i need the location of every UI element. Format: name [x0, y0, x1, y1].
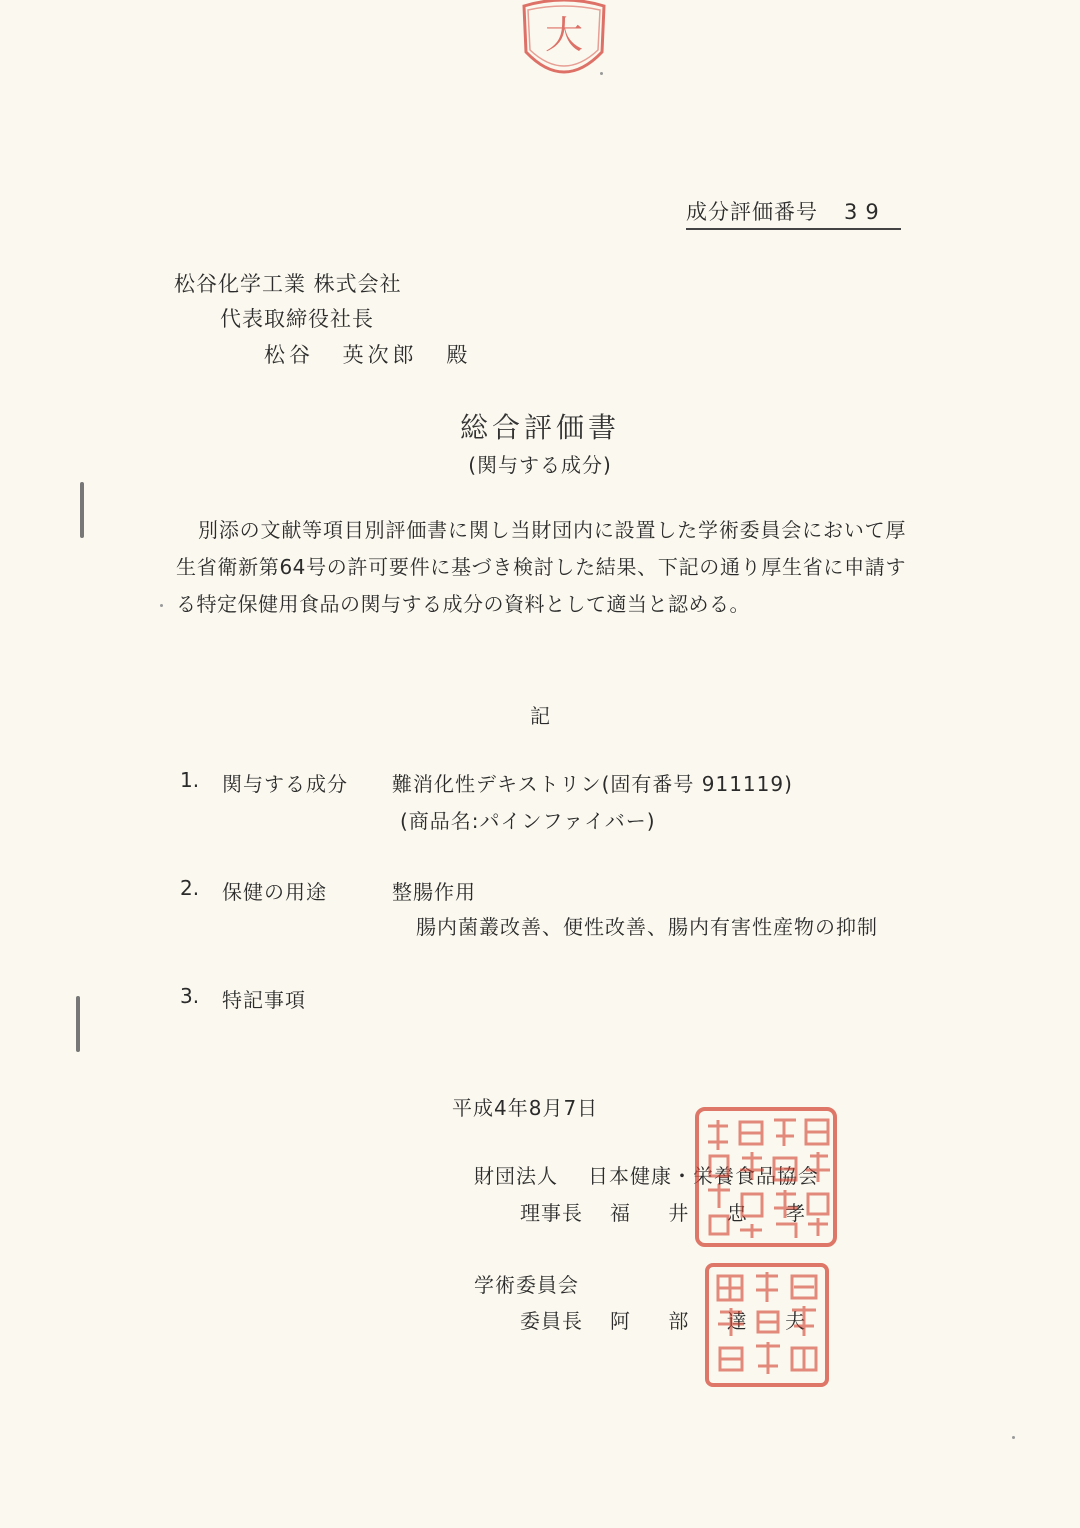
item-number: 2.: [180, 876, 200, 900]
document-title: 総合評価書: [459, 411, 620, 444]
addressee-position: 代表取締役社長: [220, 307, 374, 331]
association-seal: [694, 1106, 838, 1248]
speck: [600, 72, 603, 75]
speck: [1012, 1436, 1015, 1439]
reference-label: 成分評価番号: [686, 200, 818, 224]
item-sub: 腸内菌叢改善、便性改善、腸内有害性産物の抑制: [416, 915, 878, 939]
issue-date: 平成4年8月7日: [452, 1096, 599, 1120]
item-value: 難消化性デキストリン(固有番号 911119): [392, 772, 793, 796]
item-sub: (商品名:パインファイバー): [400, 809, 656, 833]
item-label: 特記事項: [222, 988, 306, 1012]
signatory1-org-type: 財団法人: [474, 1164, 558, 1188]
binder-mark-top: [80, 482, 84, 538]
item-number: 3.: [180, 984, 200, 1008]
committee-seal: [704, 1262, 830, 1388]
addressee-company: 松谷化学工業 株式会社: [174, 272, 402, 296]
ki-heading: 記: [530, 704, 550, 728]
item-value: 整腸作用: [392, 880, 476, 904]
top-stamp: [518, 0, 610, 78]
body-paragraph: 別添の文献等項目別評価書に関し当財団内に設置した学術委員会において厚生省衛新第64号の許可要件に基づき検討した結果、下記の通り厚生省に申請する特定保健用食品の関与する成分の資料として適当と認める。: [176, 518, 906, 616]
signatory2-org: 学術委員会: [474, 1273, 579, 1297]
signatory1-name: 福 井 忠 孝: [610, 1201, 808, 1225]
signatory2-name: 阿 部 達 夫: [610, 1309, 808, 1333]
item-label: 保健の用途: [222, 880, 327, 904]
speck: [160, 604, 163, 607]
signatory2-role: 委員長: [520, 1309, 583, 1333]
addressee-name: 松谷 英次郎 殿: [264, 343, 472, 367]
reference-number: [686, 196, 901, 230]
item-number: 1.: [180, 768, 200, 792]
signatory1-role: 理事長: [520, 1201, 583, 1225]
binder-mark-bottom: [76, 996, 80, 1052]
document-subtitle: (関与する成分): [468, 453, 612, 477]
item-label: 関与する成分: [222, 772, 348, 796]
signatory1-org-name: 日本健康・栄養食品協会: [588, 1164, 819, 1188]
top-stamp-char: 大: [544, 13, 584, 57]
reference-value: 39: [844, 200, 887, 224]
